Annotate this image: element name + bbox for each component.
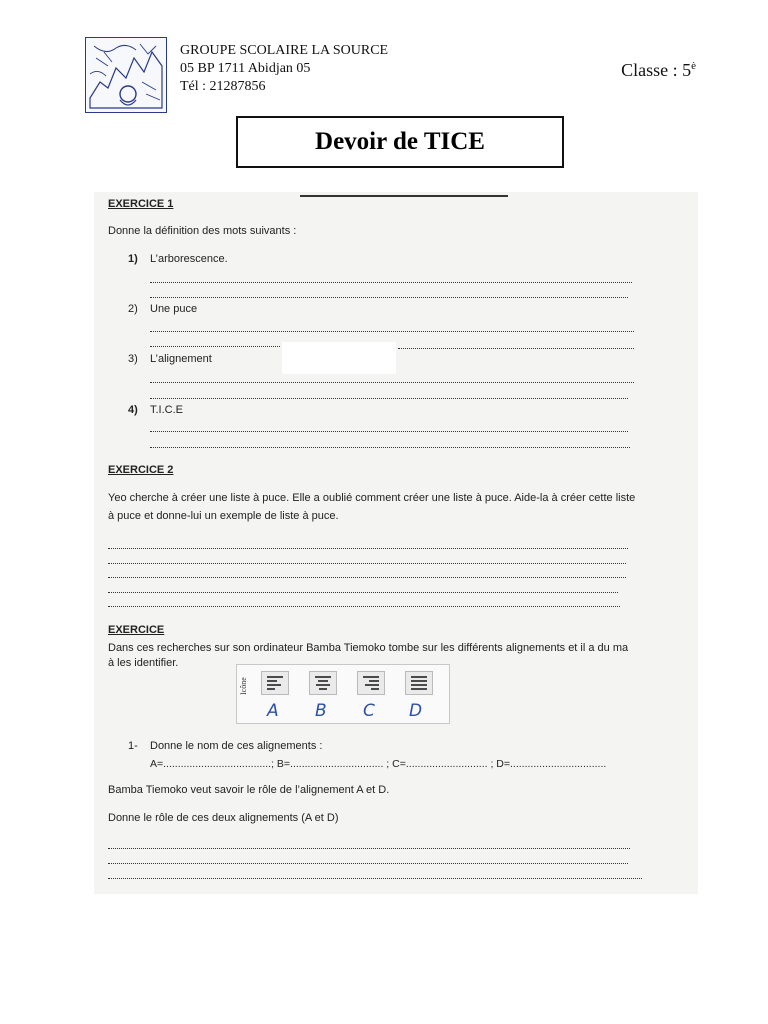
exercise2-text-line1: Yeo cherche à créer une liste à puce. Elle a oublié comment créer une liste à puce. Aide-la à créer cette liste (108, 492, 636, 504)
school-address: 05 BP 1711 Abidjan 05 (180, 61, 311, 76)
answer-line (108, 548, 628, 549)
exercise3-text-line2: à les identifier. (108, 657, 179, 669)
school-phone: Tél : 21287856 (180, 79, 266, 94)
item4-number: 4) (128, 404, 138, 416)
class-superscript: è (691, 60, 696, 72)
answer-line (150, 282, 632, 283)
question3-text: Donne le rôle de ces deux alignements (A et D) (108, 812, 339, 824)
item3-term: L’alignement (150, 353, 212, 365)
question1-number: 1- (128, 740, 138, 752)
cut-line (300, 195, 508, 197)
align-right-icon (357, 671, 385, 695)
school-name: GROUPE SCOLAIRE LA SOURCE (180, 43, 389, 58)
handwritten-letter-d: D (409, 701, 423, 721)
exercise2-heading: EXERCICE 2 (108, 464, 174, 476)
page-title: Devoir de TICE (315, 128, 485, 155)
exercise2-text-line2: à puce et donne-lui un exemple de liste à puce. (108, 510, 339, 522)
item2-number: 2) (128, 303, 138, 315)
answer-line (108, 863, 628, 864)
answer-line (108, 563, 626, 564)
handwritten-letter-c: C (363, 701, 375, 721)
exercise3-heading: EXERCICE (108, 624, 165, 636)
answer-line (108, 577, 626, 578)
item1-number: 1) (128, 253, 138, 265)
question1-text: Donne le nom de ces alignements : (150, 740, 323, 752)
handwritten-letter-b: B (315, 701, 327, 721)
answer-line (108, 848, 630, 849)
answer-line (150, 331, 634, 332)
answer-line (108, 592, 618, 593)
exercise1-instruction: Donne la définition des mots suivants : (108, 225, 297, 237)
school-logo (85, 37, 167, 113)
school-info (180, 42, 388, 96)
answer-line (150, 297, 628, 298)
exercise3-text-line1: Dans ces recherches sur son ordinateur Bamba Tiemoko tombe sur les différents alignements et il a du ma (108, 642, 629, 654)
item4-term: T.I.C.E (150, 404, 184, 416)
item1-term: L’arborescence. (150, 253, 228, 265)
icons-label: Icône (239, 677, 248, 695)
align-center-icon (309, 671, 337, 695)
answer-line (108, 606, 620, 607)
class-label (621, 60, 696, 81)
class-text: Classe : 5 (621, 60, 692, 80)
title-box (236, 116, 564, 168)
alignment-answers: A=.....................................; B=................................ ; C=............................ ; D=................................. (150, 758, 607, 770)
answer-line (150, 398, 628, 399)
answer-line (398, 348, 634, 349)
answer-line (150, 346, 280, 347)
answer-line (150, 382, 634, 383)
handwritten-letter-a: A (267, 701, 279, 721)
answer-line (150, 431, 628, 432)
answer-line (108, 878, 642, 879)
align-left-icon (261, 671, 289, 695)
exercise1-heading: EXERCICE 1 (108, 198, 174, 210)
answer-line (150, 447, 630, 448)
question2-text: Bamba Tiemoko veut savoir le rôle de l’alignement A et D. (108, 784, 390, 796)
item2-term: Une puce (150, 303, 198, 315)
redacted-area (282, 342, 396, 374)
item3-number: 3) (128, 353, 138, 365)
alignment-icons-panel (236, 664, 450, 724)
align-justify-icon (405, 671, 433, 695)
